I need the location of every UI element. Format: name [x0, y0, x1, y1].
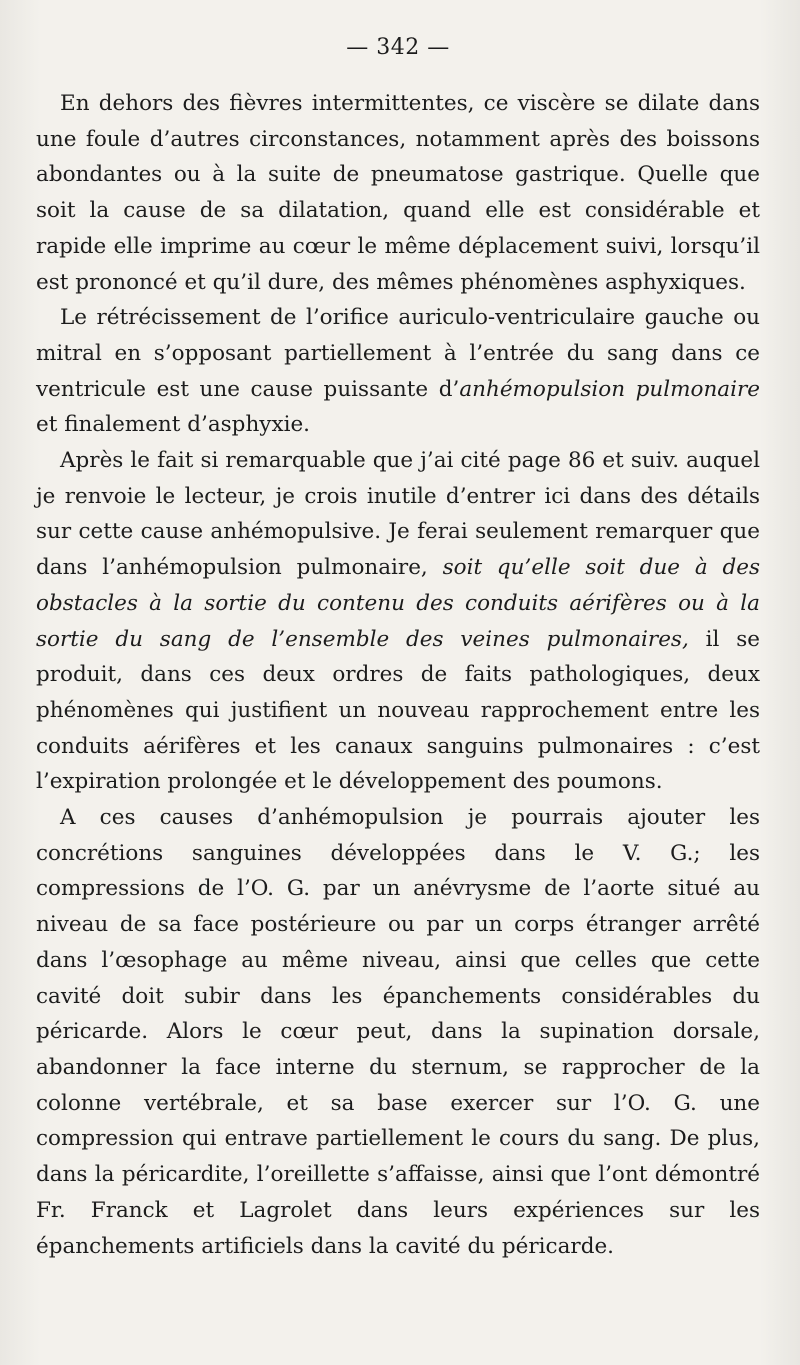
paragraph-1 — [36, 86, 760, 300]
paragraph-2-text-a: Le rétrécissement de l’orifice auriculo-ventriculaire gauche ou mitral en s’opposant partiellement à l’entrée du sang dans ce ventricule est une cause puissante d’ — [36, 305, 760, 402]
paragraph-2 — [36, 300, 760, 443]
page-number: — 342 — — [346, 35, 450, 60]
paragraph-3-italic-clause: soit qu’elle soit due à des obstacles à la sortie du contenu des conduits aérifères ou à la sortie du sang de l’ensemble des veines pulmonaires, — [36, 555, 760, 652]
paragraph-3 — [36, 443, 760, 800]
body-text — [36, 86, 760, 1264]
paragraph-4-text: A ces causes d’anhémopulsion je pourrais ajouter les concrétions sanguines développées dans le V. G.; les compressions de l’O. G. par un anévrysme de l’aorte situé au niveau de sa face postérieure ou par un corps étranger arrêté dans l’œsophage au même niveau, ainsi que celles que cette cavité doit subir dans les épanchements considérables du péricarde. Alors le cœur peut, dans la supination dorsale, abandonner la face interne du sternum, se rapprocher de la colonne vertébrale, et sa base exercer sur l’O. G. une compression qui entrave partiellement le cours du sang. De plus, dans la péricardite, l’oreillette s’affaisse, ainsi que l’ont démontré Fr. Franck et Lagrolet dans leurs expériences sur les épanchements artificiels dans la cavité du péricarde. — [36, 805, 760, 1259]
paragraph-2-italic-term: anhémopulsion pulmonaire — [459, 376, 760, 402]
paragraph-2-text-b: et finalement d’asphyxie. — [36, 412, 310, 438]
paragraph-3-text-a: Après le fait si remarquable que j’ai cité page 86 et suiv. auquel je renvoie le lecteur, je crois inutile d’entrer ici dans des détails sur cette cause anhémopulsive. Je ferai seulement remarquer que dans l’anhémopulsion pulmonaire, — [36, 448, 760, 581]
paragraph-3-text-b: il se produit, dans ces deux ordres de faits pathologiques, deux phénomènes qui justifient un nouveau rapprochement entre les conduits aérifères et les canaux sanguins pulmonaires : c’est l’expiration prolongée et le développement des poumons. — [36, 626, 760, 795]
paragraph-1-text: En dehors des fièvres intermittentes, ce viscère se dilate dans une foule d’autres circonstances, notamment après des boissons abondantes ou à la suite de pneumatose gastrique. Quelle que soit la cause de sa dilatation, quand elle est considérable et rapide elle imprime au cœur le même déplacement suivi, lorsqu’il est prononcé et qu’il dure, des mêmes phénomènes asphyxiques. — [36, 91, 760, 295]
paragraph-4 — [36, 800, 760, 1264]
